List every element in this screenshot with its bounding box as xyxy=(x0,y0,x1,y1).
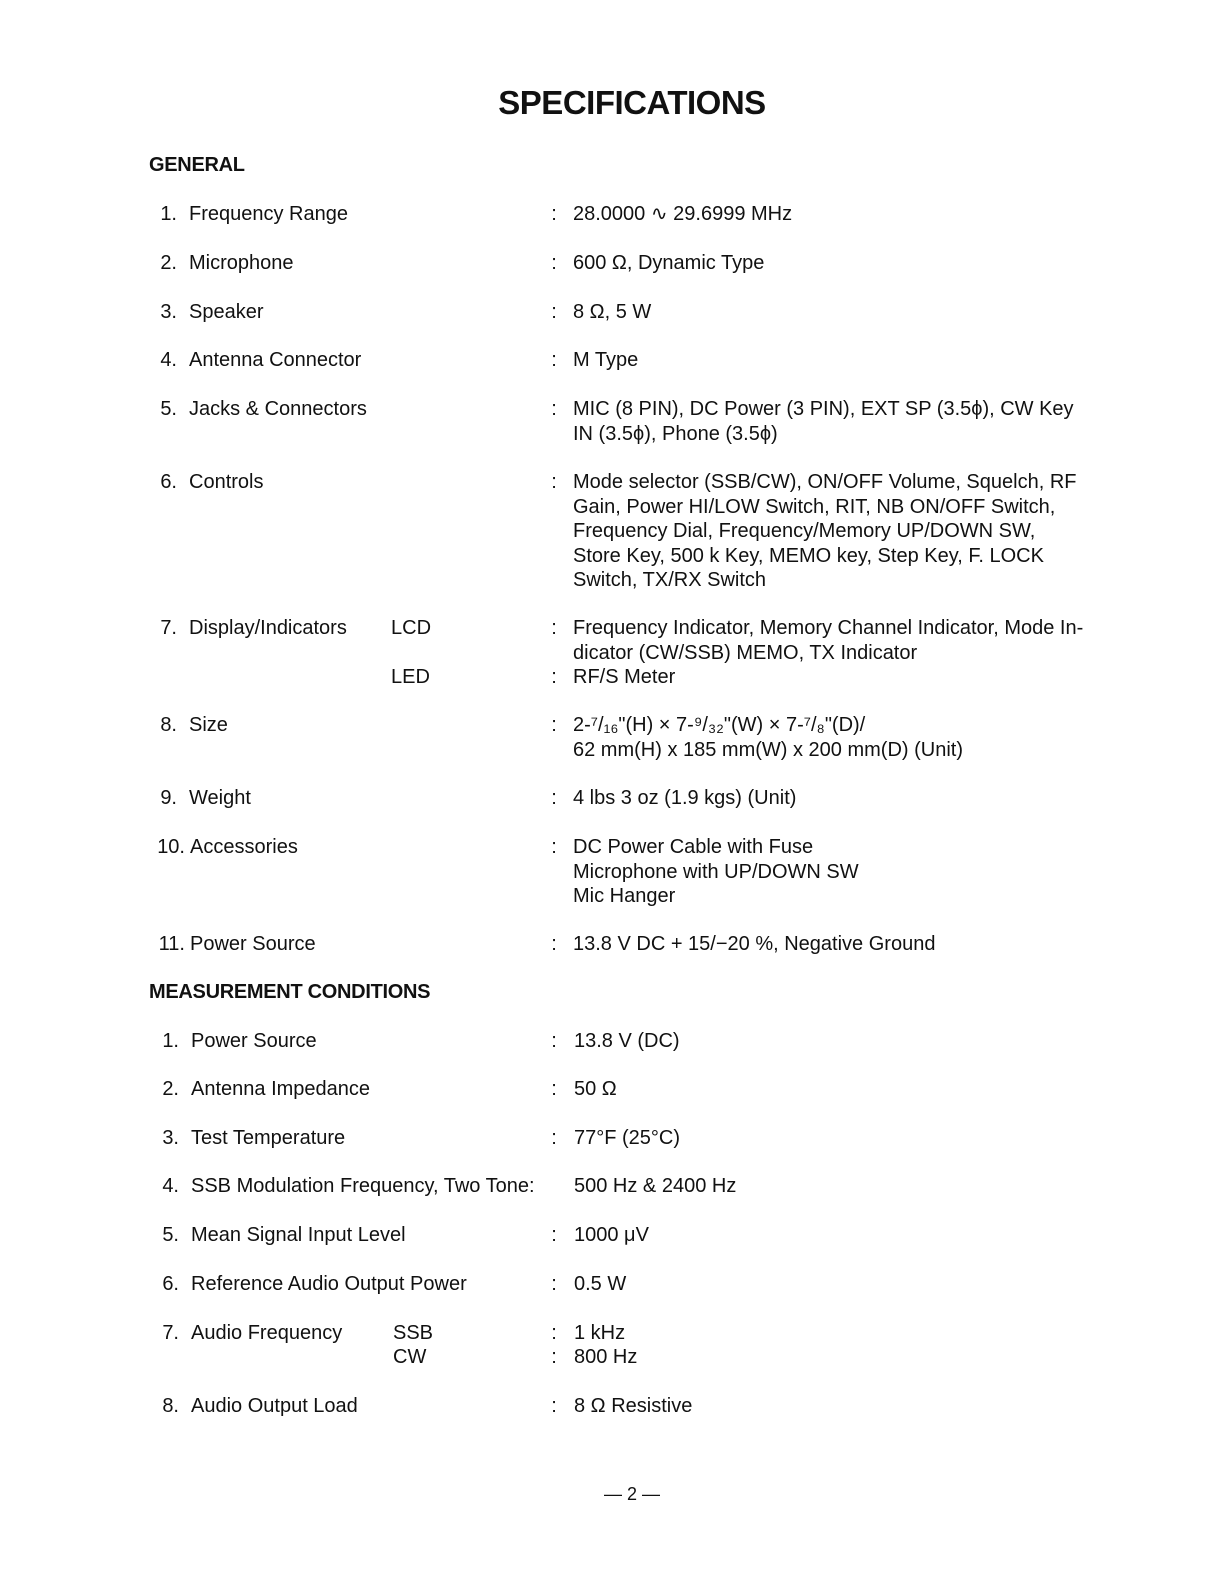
spec-label: Antenna Impedance xyxy=(191,1078,371,1100)
item-number: 6. xyxy=(160,471,177,493)
spec-sublabel: CW xyxy=(393,1346,427,1368)
item-number: 8. xyxy=(160,714,177,736)
spec-value: M Type xyxy=(573,349,639,371)
spec-value: 4 lbs 3 oz (1.9 kgs) (Unit) xyxy=(573,787,797,809)
spec-label: SSB Modulation Frequency, Two Tone: xyxy=(191,1175,535,1197)
spec-label: Mean Signal Input Level xyxy=(191,1224,406,1246)
colon-separator: : xyxy=(551,1224,557,1246)
item-number: 6. xyxy=(162,1273,179,1295)
spec-value: Mode selector (SSB/CW), ON/OFF Volume, Squelch, RF Gain, Power HI/LOW Switch, RIT, NB ON/OFF Switch, Frequency Dial, Frequency/Memory UP/DOWN SW, Store Key, 500 k Key, MEMO key, Step Key, F. LOCK Switch, TX/RX Switch xyxy=(573,471,1077,591)
item-number: 1. xyxy=(160,203,177,225)
spec-value: 500 Hz & 2400 Hz xyxy=(574,1175,737,1197)
item-number: 8. xyxy=(162,1395,179,1417)
item-number: 5. xyxy=(162,1224,179,1246)
spec-label: Microphone xyxy=(189,252,294,274)
colon-separator: : xyxy=(551,1322,557,1344)
item-number: 2. xyxy=(160,252,177,274)
spec-label: Speaker xyxy=(189,301,264,323)
item-number: 5. xyxy=(160,398,177,420)
spec-value: 8 Ω, 5 W xyxy=(573,301,652,323)
spec-value: 13.8 V (DC) xyxy=(574,1030,680,1052)
section-heading-measurement: MEASUREMENT CONDITIONS xyxy=(149,981,431,1003)
spec-label: Power Source xyxy=(191,1030,317,1052)
spec-value: 0.5 W xyxy=(574,1273,627,1295)
item-number: 2. xyxy=(162,1078,179,1100)
colon-separator: : xyxy=(551,1030,557,1052)
spec-sublabel: LED xyxy=(391,666,430,688)
spec-label: Size xyxy=(189,714,228,736)
spec-label: Antenna Connector xyxy=(189,349,362,371)
colon-separator: : xyxy=(551,203,557,225)
colon-separator: : xyxy=(551,398,557,420)
colon-separator: : xyxy=(551,349,557,371)
item-number: 7. xyxy=(162,1322,179,1344)
spec-label: Weight xyxy=(189,787,251,809)
spec-value: 77°F (25°C) xyxy=(574,1127,681,1149)
spec-value: MIC (8 PIN), DC Power (3 PIN), EXT SP (3.5ϕ), CW Key IN (3.5ϕ), Phone (3.5ϕ) xyxy=(573,398,1074,445)
spec-label: Test Temperature xyxy=(191,1127,346,1149)
colon-separator: : xyxy=(551,252,557,274)
colon-separator: : xyxy=(551,1127,557,1149)
item-number: 4. xyxy=(160,349,177,371)
spec-value: 600 Ω, Dynamic Type xyxy=(573,252,765,274)
spec-label: Audio Frequency xyxy=(191,1322,343,1344)
spec-label: Jacks & Connectors xyxy=(189,398,367,420)
colon-separator: : xyxy=(551,933,557,955)
spec-label: Reference Audio Output Power xyxy=(191,1273,467,1295)
spec-sublabel: SSB xyxy=(393,1322,434,1344)
spec-value: 13.8 V DC + 15/−20 %, Negative Ground xyxy=(573,933,936,955)
spec-label: Audio Output Load xyxy=(191,1395,358,1417)
spec-value: 2-⁷/₁₆"(H) × 7-⁹/₃₂"(W) × 7-⁷/₈"(D)/ 62 mm(H) x 185 mm(W) x 200 mm(D) (Unit) xyxy=(573,714,964,761)
spec-label: Controls xyxy=(189,471,264,493)
item-number: 1. xyxy=(162,1030,179,1052)
spec-value: 1 kHz xyxy=(574,1322,626,1344)
page-title: SPECIFICATIONS xyxy=(498,84,766,121)
page-number: — 2 — xyxy=(603,1484,660,1504)
colon-separator: : xyxy=(551,617,557,639)
colon-separator: : xyxy=(551,1346,557,1368)
colon-separator: : xyxy=(551,1078,557,1100)
section-heading-general: GENERAL xyxy=(149,154,245,176)
colon-separator: : xyxy=(551,666,557,688)
spec-value: 1000 μV xyxy=(574,1224,649,1246)
spec-label: Power Source xyxy=(190,933,316,955)
spec-value: DC Power Cable with Fuse Microphone with UP/DOWN SW Mic Hanger xyxy=(573,836,859,907)
item-number: 11. xyxy=(158,933,185,955)
spec-label: Accessories xyxy=(190,836,298,858)
item-number: 7. xyxy=(160,617,177,639)
colon-separator: : xyxy=(551,714,557,736)
spec-value: 8 Ω Resistive xyxy=(574,1395,693,1417)
colon-separator: : xyxy=(551,1273,557,1295)
colon-separator: : xyxy=(551,471,557,493)
item-number: 3. xyxy=(162,1127,179,1149)
spec-value: RF/S Meter xyxy=(573,666,676,688)
spec-value: 800 Hz xyxy=(574,1346,638,1368)
colon-separator: : xyxy=(551,301,557,323)
colon-separator: : xyxy=(551,787,557,809)
item-number: 4. xyxy=(162,1175,179,1197)
item-number: 9. xyxy=(160,787,177,809)
spec-value: 28.0000 ∿ 29.6999 MHz xyxy=(573,203,793,225)
spec-value: Frequency Indicator, Memory Channel Indicator, Mode In- dicator (CW/SSB) MEMO, TX Indicator xyxy=(573,617,1084,664)
colon-separator: : xyxy=(551,836,557,858)
spec-value: 50 Ω xyxy=(574,1078,617,1100)
item-number: 10. xyxy=(157,836,185,858)
item-number: 3. xyxy=(160,301,177,323)
spec-label: Display/Indicators xyxy=(189,617,347,639)
colon-separator: : xyxy=(551,1395,557,1417)
spec-label: Frequency Range xyxy=(189,203,348,225)
spec-sublabel: LCD xyxy=(391,617,432,639)
